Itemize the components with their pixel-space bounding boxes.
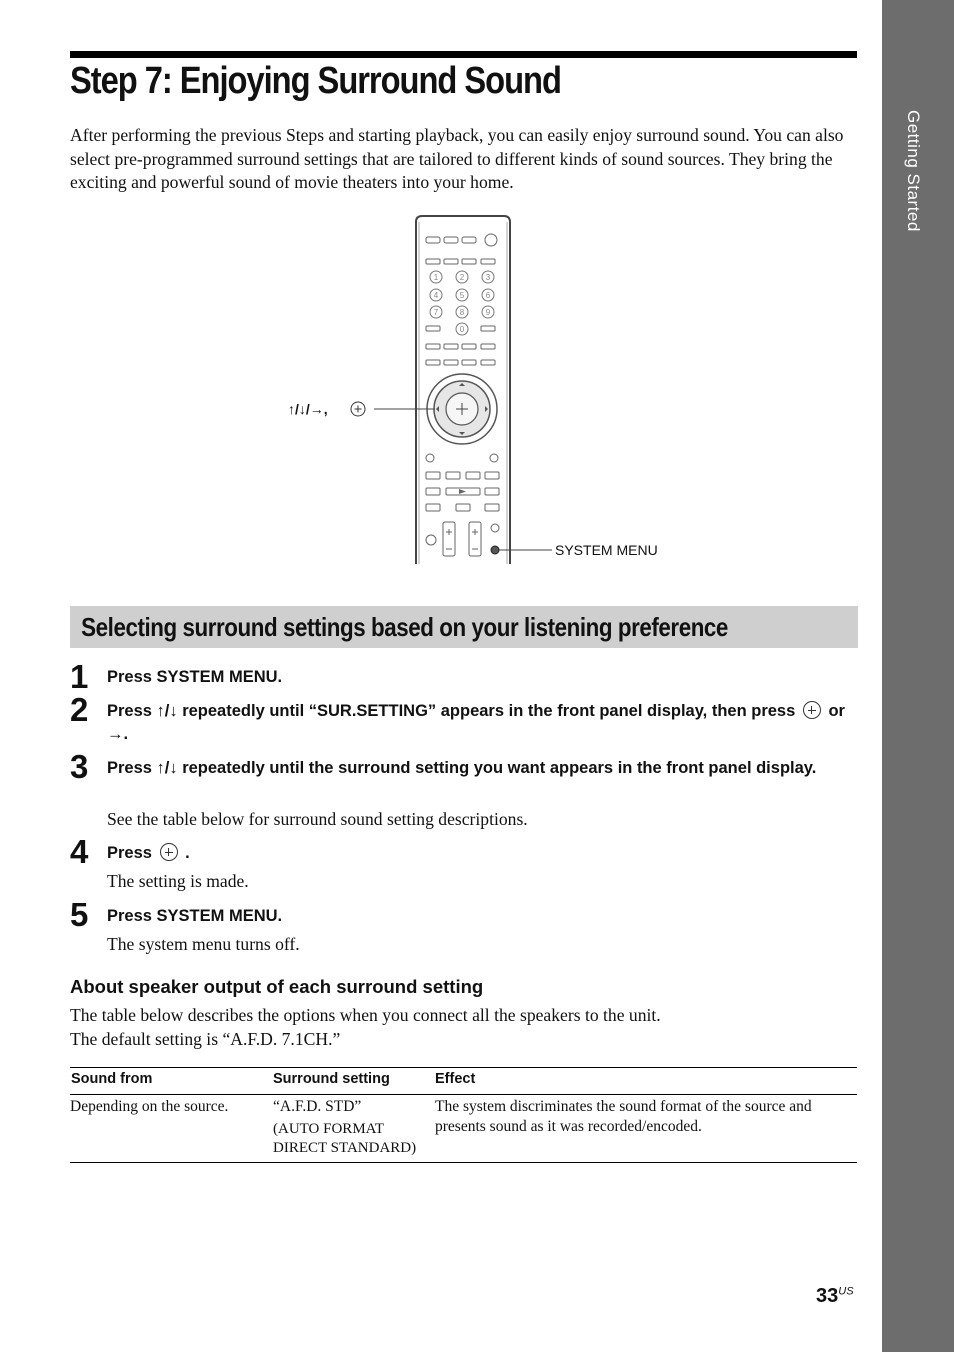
keypad-digit: 1 <box>433 273 439 282</box>
table-cell-sound-from: Depending on the source. <box>70 1098 229 1115</box>
table-header-rule <box>70 1094 857 1095</box>
keypad-digit: 9 <box>485 308 491 317</box>
intro-paragraph: After performing the previous Steps and starting playback, you can easily enjoy surround sound. You can also select pre-programmed surround settings that are tailored to different kinds of sound sources. They bring the exciting and powerful sound of movie theaters into your home. <box>70 125 844 192</box>
step-3-note: See the table below for surround sound setting descriptions. <box>107 809 528 829</box>
table-bottom-rule <box>70 1162 857 1163</box>
section-heading-bar <box>70 606 858 648</box>
page-number-suffix: US <box>838 1285 854 1298</box>
callout-arrows-label: ↑/↓/→, <box>288 401 328 417</box>
table-header-sound-from: Sound from <box>71 1071 153 1087</box>
table-cell-setting-detail: (AUTO FORMAT DIRECT STANDARD) <box>273 1121 417 1156</box>
keypad-digit: 6 <box>485 291 491 300</box>
step-2-text <box>107 700 847 746</box>
step-2-number: 2 <box>70 691 89 728</box>
step-4-number: 4 <box>70 833 89 870</box>
table-cell-effect: The system discriminates the sound format of the source and presents sound as it was recorded/encoded. <box>435 1098 812 1135</box>
step-3-text: Press ↑/↓ repeatedly until the surround setting you want appears in the front panel display. <box>107 759 817 777</box>
about-heading: About speaker output of each surround setting <box>70 976 484 997</box>
step-4-note: The setting is made. <box>107 871 249 891</box>
step-1-number: 1 <box>70 658 89 695</box>
keypad-digit: 7 <box>433 308 439 317</box>
table-top-rule <box>70 1067 857 1068</box>
keypad-digit: 4 <box>433 291 439 300</box>
step-2-text-a: Press ↑/↓ repeatedly until “SUR.SETTING” appears in the front panel display, then press <box>107 702 796 720</box>
table-cell-setting: “A.F.D. STD” <box>273 1098 362 1115</box>
page-number-value: 33 <box>816 1285 839 1307</box>
page-number <box>816 1285 854 1308</box>
step-1-text: Press SYSTEM MENU. <box>107 668 283 686</box>
title-rule <box>70 51 857 58</box>
keypad-digit: 3 <box>485 273 491 282</box>
table-header-effect: Effect <box>435 1071 476 1087</box>
remote-control-figure <box>280 212 700 564</box>
side-tab-label: Getting Started <box>904 110 923 232</box>
step-4-text <box>107 842 847 865</box>
step-5-text: Press SYSTEM MENU. <box>107 907 283 925</box>
section-heading: Selecting surround settings based on your listening preference <box>81 612 728 642</box>
enter-button-icon <box>803 701 821 719</box>
keypad-digit: 5 <box>459 291 465 300</box>
remote-control-illustration <box>280 212 700 564</box>
enter-button-icon <box>160 843 178 861</box>
keypad-digit: 0 <box>459 325 465 334</box>
about-line-2: The default setting is “A.F.D. 7.1CH.” <box>70 1028 341 1049</box>
callout-system-menu-label: SYSTEM MENU <box>555 542 658 558</box>
step-3-number: 3 <box>70 748 89 785</box>
page-title: Step 7: Enjoying Surround Sound <box>70 60 561 102</box>
about-text <box>70 1004 661 1051</box>
about-line-1: The table below describes the options when you connect all the speakers to the unit. <box>70 1005 661 1025</box>
keypad-digit: 8 <box>459 308 465 317</box>
step-4-text-a: Press <box>107 844 152 862</box>
step-5-number: 5 <box>70 896 89 933</box>
table-header-surround-setting: Surround setting <box>273 1071 390 1087</box>
keypad-digit: 2 <box>459 273 465 282</box>
step-2-text-b: or →. <box>107 702 845 743</box>
step-4-text-b: . <box>185 844 190 862</box>
step-5-note: The system menu turns off. <box>107 934 300 954</box>
